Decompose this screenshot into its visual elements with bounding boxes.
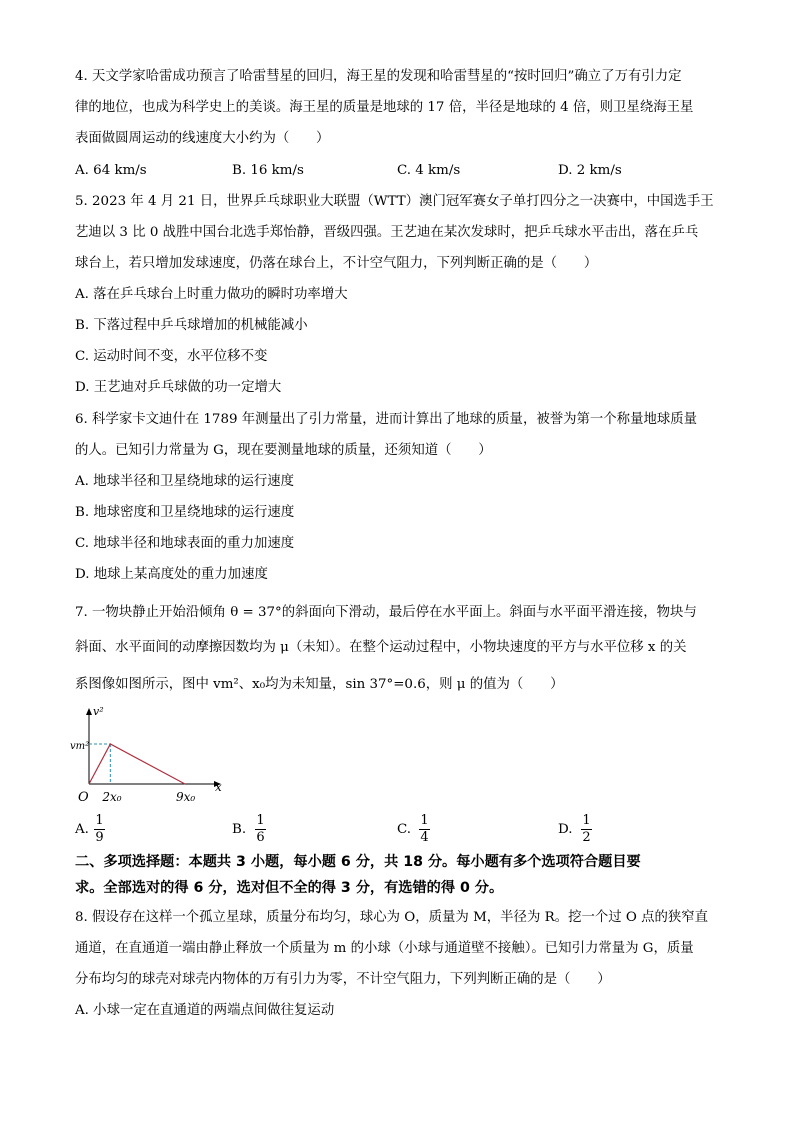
q4-option-b: B. 16 km/s: [232, 163, 304, 178]
q6-stem-line-2: 的人。已知引力常量为 G，现在要测量地球的质量，还须知道（ ）: [75, 443, 492, 458]
q5-option-c: C. 运动时间不变，水平位移不变: [75, 349, 268, 364]
q6-stem-line-1: 6. 科学家卡文迪什在 1789 年测量出了引力常量，进而计算出了地球的质量，被誉为第一个称量地球质量: [75, 412, 698, 427]
q4-option-a: A. 64 km/s: [75, 163, 147, 178]
q7-option-c-label: C.: [397, 822, 412, 837]
q5-stem-line-1: 5. 2023 年 4 月 21 日，世界乒乓球职业大联盟（WTT）澳门冠军赛女子单打四分之一决赛中，中国选手王: [75, 194, 714, 209]
q7-stem-line-3: 系图像如图所示，图中 vm²、x₀均为未知量，sin 37°=0.6，则 μ 的值为（ ）: [75, 677, 564, 692]
q8-stem-line-1: 8. 假设存在这样一个孤立星球，质量分布均匀，球心为 O，质量为 M，半径为 R。挖一个过 O 点的狭窄直: [75, 910, 709, 925]
q7-option-c-fraction: [419, 814, 430, 845]
q6-option-a: A. 地球半径和卫星绕地球的运行速度: [75, 474, 295, 489]
q7-option-c-denominator: 4: [420, 830, 429, 845]
q4-stem-line-3: 表面做圆周运动的线速度大小约为（ ）: [75, 131, 330, 146]
q6-option-c: C. 地球半径和地球表面的重力加速度: [75, 536, 295, 551]
q7-option-a-label: A.: [75, 822, 89, 837]
q7-stem-line-1: 7. 一物块静止开始沿倾角 θ = 37°的斜面向下滑动，最后停在水平面上。斜面与水平面平滑连接，物块与: [75, 605, 697, 620]
q4-stem-line-2: 律的地位，也成为科学史上的美谈。海王星的质量是地球的 17 倍，半径是地球的 4 倍，则卫星绕海王星: [75, 100, 694, 115]
q6-option-b: B. 地球密度和卫星绕地球的运行速度: [75, 505, 295, 520]
q7-graph-curve: [89, 744, 185, 784]
q4-stem-line-1: 4. 天文学家哈雷成功预言了哈雷彗星的回归，海王星的发现和哈雷彗星的“按时回归”确立了万有引力定: [75, 69, 682, 84]
q7-option-d-label: D.: [558, 822, 573, 837]
q7-option-b-fraction: [255, 814, 266, 845]
q4-option-d: D. 2 km/s: [558, 163, 622, 178]
section-2-heading-line-2: 求。全部选对的得 6 分，选对但不全的得 3 分，有选错的得 0 分。: [75, 880, 504, 896]
q7-stem-line-2: 斜面、水平面间的动摩擦因数均为 μ（未知）。在整个运动过程中，小物块速度的平方与水平位移 x 的关: [75, 640, 687, 655]
q5-stem-line-3: 球台上，若只增加发球速度，仍落在球台上，不计空气阻力，下列判断正确的是（ ）: [75, 256, 598, 271]
q5-option-a: A. 落在乒乓球台上时重力做功的瞬时功率增大: [75, 287, 348, 302]
q7-option-c-numerator: 1: [420, 813, 429, 828]
q7-graph-origin-label: O: [78, 790, 89, 805]
q4-option-c: C. 4 km/s: [397, 163, 461, 178]
q7-graph-tick-2x0: 2x₀: [102, 790, 122, 804]
q5-stem-line-2: 艺迪以 3 比 0 战胜中国台北选手郑怡静，晋级四强。王艺迪在某次发球时，把乒乓球水平击出，落在乒乓: [75, 225, 699, 240]
q7-option-d-numerator: 1: [582, 813, 591, 828]
q7-option-a-denominator: 9: [95, 830, 104, 845]
q7-graph-y-label: v²: [93, 705, 104, 718]
section-2-heading-line-1: 二、多项选择题：本题共 3 小题，每小题 6 分，共 18 分。每小题有多个选项符合题目要: [75, 854, 641, 870]
q8-stem-line-3: 分布均匀的球壳对球壳内物体的万有引力为零，不计空气阻力，下列判断正确的是（ ）: [75, 972, 611, 987]
q7-option-b-denominator: 6: [256, 830, 265, 845]
q7-option-d-denominator: 2: [582, 830, 591, 845]
q7-option-a-numerator: 1: [95, 813, 104, 828]
q7-graph-vm-label: vm²: [70, 741, 90, 752]
q7-option-b-numerator: 1: [256, 813, 265, 828]
q8-stem-line-2: 通道，在直通道一端由静止释放一个质量为 m 的小球（小球与通道壁不接触）。已知引力常量为 G，质量: [75, 941, 694, 956]
q5-option-d: D. 王艺迪对乒乓球做的功一定增大: [75, 380, 282, 395]
q6-option-d: D. 地球上某高度处的重力加速度: [75, 567, 268, 582]
q7-graph-tick-9x0: 9x₀: [176, 790, 196, 804]
q8-option-a: A. 小球一定在直通道的两端点间做往复运动: [75, 1003, 335, 1018]
q7-option-d-fraction: [581, 814, 592, 845]
q7-graph-x-label: x: [215, 780, 222, 794]
q5-option-b: B. 下落过程中乒乓球增加的机械能减小: [75, 318, 308, 333]
q7-graph: [70, 703, 230, 811]
q7-option-a-fraction: [94, 814, 105, 845]
q7-option-b-label: B.: [232, 822, 247, 837]
